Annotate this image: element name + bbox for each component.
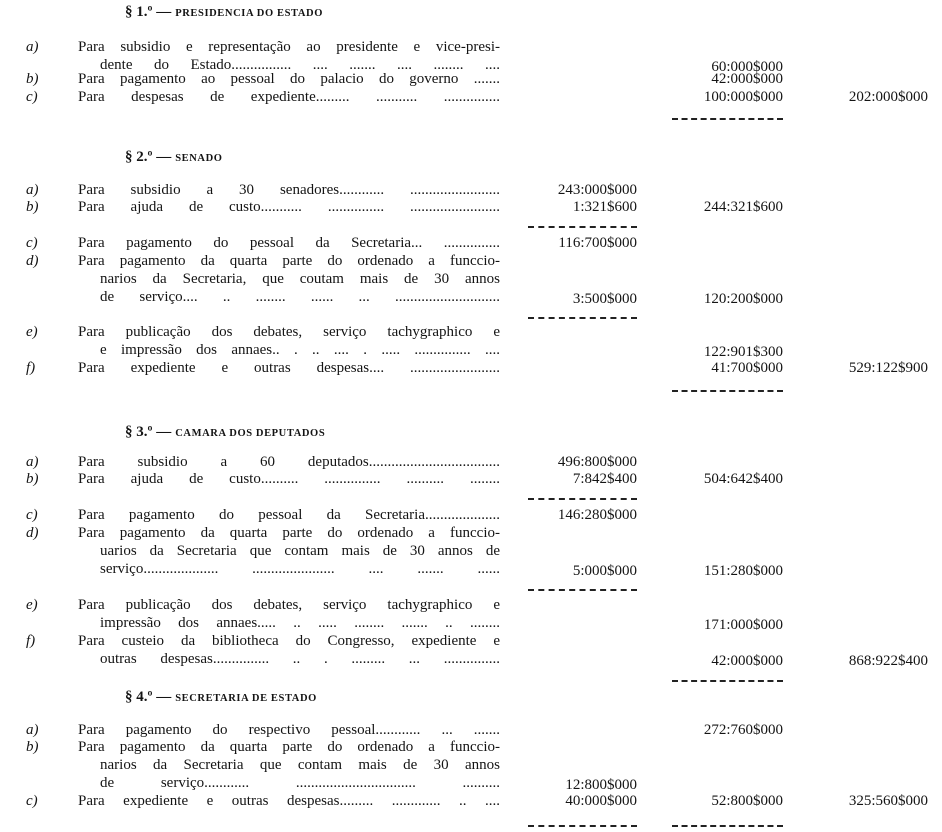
item-text-line: Para pagamento ao pessoal do palacio do governo ....... xyxy=(78,71,500,87)
item-letter: f) xyxy=(26,360,36,376)
item-text-line: Para pagamento da quarta parte do ordenado a funccio- xyxy=(78,525,500,541)
section-number: § 3.º — xyxy=(125,424,172,440)
amount-total: 868:922$400 xyxy=(848,653,928,669)
sum-rule xyxy=(528,498,637,500)
item-text-line: Para subsidio a 60 deputados................................... xyxy=(78,454,500,470)
amount-sub: 496:800$000 xyxy=(557,454,637,470)
amount-partial: 151:280$000 xyxy=(703,563,783,579)
amount-sub: 116:700$000 xyxy=(558,235,637,251)
sum-rule xyxy=(528,589,637,591)
amount-partial: 504:642$400 xyxy=(703,471,783,487)
amount-partial: 42:000$000 xyxy=(711,653,783,669)
amount-sub: 5:000$000 xyxy=(572,563,637,579)
item-text-line: Para despesas de expediente......... ........... ............... xyxy=(78,89,500,105)
item-letter: c) xyxy=(26,507,38,523)
amount-partial: 122:901$300 xyxy=(703,344,783,360)
sum-rule xyxy=(528,825,637,827)
amount-partial: 171:000$000 xyxy=(703,617,783,633)
section-heading xyxy=(125,423,325,441)
sum-rule xyxy=(672,825,783,827)
amount-total: 529:122$900 xyxy=(848,360,928,376)
item-text-line: serviço.................... ...................... .... ....... ...... xyxy=(100,561,500,577)
section-heading xyxy=(125,148,223,166)
amount-partial: 120:200$000 xyxy=(703,291,783,307)
amount-sub: 12:800$000 xyxy=(565,777,637,793)
amount-partial: 52:800$000 xyxy=(711,793,783,809)
item-text-line: dente do Estado................ .... ....... .... ........ .... xyxy=(100,57,500,73)
item-text-line: narios da Secretaria, que coutam mais de 30 annos xyxy=(100,271,500,287)
amount-partial: 272:760$000 xyxy=(703,722,783,738)
item-text-line: Para pagamento do respectivo pessoal............ ... ....... xyxy=(78,722,500,738)
amount-partial: 60:000$000 xyxy=(711,59,783,75)
item-text-line: Para publicação dos debates, serviço tachygraphico e xyxy=(78,597,500,613)
item-text-line: Para custeio da bibliotheca do Congresso, expediente e xyxy=(78,633,500,649)
section-number: § 1.º — xyxy=(125,4,172,20)
sum-rule xyxy=(672,390,783,392)
amount-sub: 1:321$600 xyxy=(572,199,637,215)
amount-sub: 243:000$000 xyxy=(557,182,637,198)
sum-rule xyxy=(528,226,637,228)
section-title: SECRETARIA DE ESTADO xyxy=(175,693,317,704)
item-text-line: narios da Secretaria que contam mais de 30 annos xyxy=(100,757,500,773)
item-letter: b) xyxy=(26,739,39,755)
item-letter: a) xyxy=(26,182,39,198)
item-letter: a) xyxy=(26,39,39,55)
item-letter: e) xyxy=(26,324,38,340)
item-letter: e) xyxy=(26,597,38,613)
item-text-line: de serviço............ ................................ .......... xyxy=(100,775,500,791)
section-title: CAMARA DOS DEPUTADOS xyxy=(175,428,326,439)
item-text-line: Para subsidio a 30 senadores............ ........................ xyxy=(78,182,500,198)
item-letter: c) xyxy=(26,89,38,105)
amount-partial: 100:000$000 xyxy=(703,89,783,105)
amount-total: 202:000$000 xyxy=(848,89,928,105)
section-number: § 2.º — xyxy=(125,149,172,165)
amount-partial: 244:321$600 xyxy=(703,199,783,215)
item-letter: d) xyxy=(26,253,39,269)
section-title: SENADO xyxy=(175,153,223,164)
amount-sub: 146:280$000 xyxy=(557,507,637,523)
sum-rule xyxy=(528,317,637,319)
item-letter: c) xyxy=(26,793,38,809)
item-letter: c) xyxy=(26,235,38,251)
item-letter: a) xyxy=(26,454,39,470)
item-text-line: impressão dos annaes..... .. ..... ........ ....... .. ........ xyxy=(100,615,500,631)
item-text-line: Para pagamento do pessoal da Secretaria.................... xyxy=(78,507,500,523)
item-text-line: Para expediente e outras despesas.... ........................ xyxy=(78,360,500,376)
item-letter: b) xyxy=(26,71,39,87)
amount-sub: 7:842$400 xyxy=(572,471,637,487)
amount-total: 325:560$000 xyxy=(848,793,928,809)
item-text-line: Para pagamento do pessoal da Secretaria... ............... xyxy=(78,235,500,251)
sum-rule xyxy=(672,118,783,120)
sum-rule xyxy=(672,680,783,682)
item-letter: b) xyxy=(26,471,39,487)
section-heading xyxy=(125,3,323,21)
item-letter: d) xyxy=(26,525,39,541)
section-number: § 4.º — xyxy=(125,689,172,705)
section-heading xyxy=(125,688,317,706)
amount-partial: 41:700$000 xyxy=(711,360,783,376)
item-text-line: de serviço.... .. ........ ...... ... ............................ xyxy=(100,289,500,305)
item-text-line: Para pagamento da quarta parte do ordenado a funccio- xyxy=(78,739,500,755)
item-text-line: Para subsidio e representação ao presidente e vice-presi- xyxy=(78,39,500,55)
item-text-line: outras despesas............... .. . ......... ... ............... xyxy=(100,651,500,667)
amount-partial: 42:000$000 xyxy=(711,71,783,87)
item-text-line: e impressão dos annaes.. . .. .... . ..... ............... .... xyxy=(100,342,500,358)
item-letter: b) xyxy=(26,199,39,215)
item-text-line: Para pagamento da quarta parte do ordenado a funccio- xyxy=(78,253,500,269)
amount-sub: 40:000$000 xyxy=(565,793,637,809)
item-text-line: Para expediente e outras despesas......... ............. .. .... xyxy=(78,793,500,809)
item-text-line: uarios da Secretaria que contam mais de 30 annos de xyxy=(100,543,500,559)
section-title: PRESIDENCIA DO ESTADO xyxy=(175,8,323,19)
item-letter: f) xyxy=(26,633,36,649)
amount-sub: 3:500$000 xyxy=(572,291,637,307)
item-text-line: Para ajuda de custo.......... ............... .......... ........ xyxy=(78,471,500,487)
item-text-line: Para publicação dos debates, serviço tachygraphico e xyxy=(78,324,500,340)
item-text-line: Para ajuda de custo........... ............... ........................ xyxy=(78,199,500,215)
item-letter: a) xyxy=(26,722,39,738)
